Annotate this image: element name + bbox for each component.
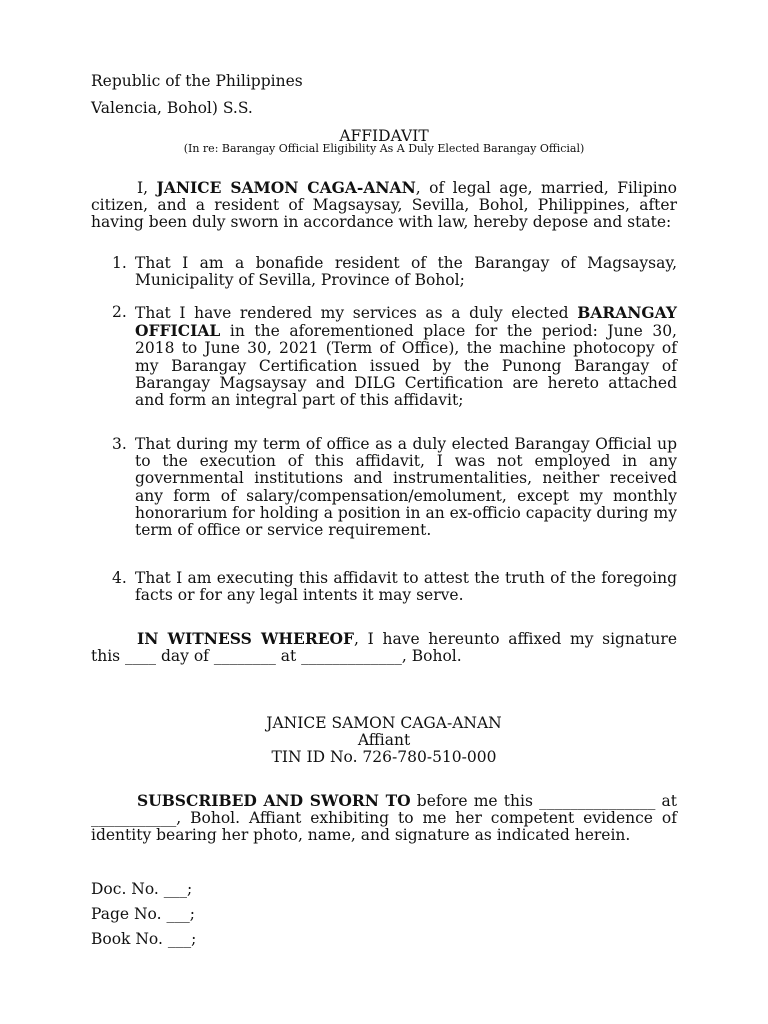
- list-item-number: 2.: [112, 303, 127, 321]
- jurat-label: SUBSCRIBED AND SWORN TO: [137, 791, 411, 810]
- header-venue: Valencia, Bohol) S.S.: [91, 99, 253, 117]
- doc-number: Doc. No. ___;: [91, 880, 193, 898]
- signature-tin: TIN ID No. 726-780-510-000: [271, 748, 497, 766]
- list-item-number: 1.: [112, 254, 127, 272]
- signature-name: JANICE SAMON CAGA-ANAN: [266, 714, 502, 732]
- intro-text: , of legal age, married, Filipino citizen, and a resident of Magsaysay, Sevilla, Bohol, Philippines, after having been duly sworn in accordance with law, hereby depose and state:: [91, 179, 678, 232]
- list-item-text: That during my term of office as a duly elected Barangay Official up to the execution of this affidavit, I was not employed in any governmental institutions and instrumentalities, neither received any form of salary/compensation/emolument, except my monthly honorarium for holding a position in an ex-officio capacity during my term of office or service requirement.: [135, 435, 677, 540]
- jurat-text: before me this _______________ at ___________, Bohol. Affiant exhibiting to me her competent evidence of identity bearing her photo, name, and signature as indicated herein.: [91, 792, 677, 845]
- list-item-text-part: That I have rendered my services as a duly elected: [135, 304, 578, 322]
- header-republic: Republic of the Philippines: [91, 72, 303, 90]
- affiant-name: JANICE SAMON CAGA-ANAN: [156, 178, 416, 197]
- witness-paragraph: [91, 630, 677, 665]
- intro-prefix: I,: [137, 179, 157, 197]
- list-item-number: 3.: [112, 435, 127, 453]
- list-item-text-part: in the aforementioned place for the period: June 30, 2018 to June 30, 2021 (Term of Office), the machine photocopy of my Barangay Certification issued by the Punong Barangay of Barangay Magsaysay and DILG Certification are hereto attached and form an integral part of this affidavit;: [135, 322, 677, 410]
- list-item-text: That I am a bonafide resident of the Barangay of Magsaysay, Municipality of Sevilla, Province of Bohol;: [135, 254, 677, 290]
- barangay-official-label: BARANGAY OFFICIAL: [135, 303, 677, 341]
- intro-paragraph: [91, 179, 677, 232]
- signature-role: Affiant: [357, 731, 411, 749]
- book-number: Book No. ___;: [91, 930, 197, 948]
- witness-text: , I have hereunto affixed my signature this ____ day of ________ at _____________, Bohol.: [91, 630, 677, 666]
- list-item-number: 4.: [112, 569, 127, 587]
- witness-label: IN WITNESS WHEREOF: [137, 629, 355, 648]
- page-number: Page No. ___;: [91, 905, 195, 923]
- list-item-text: [135, 304, 677, 409]
- document-title: AFFIDAVIT: [339, 127, 429, 145]
- jurat-paragraph: [91, 792, 677, 845]
- document-subtitle: (In re: Barangay Official Eligibility As A Duly Elected Barangay Official): [183, 142, 585, 155]
- list-item-text: That I am executing this affidavit to attest the truth of the foregoing facts or for any legal intents it may serve.: [135, 569, 677, 605]
